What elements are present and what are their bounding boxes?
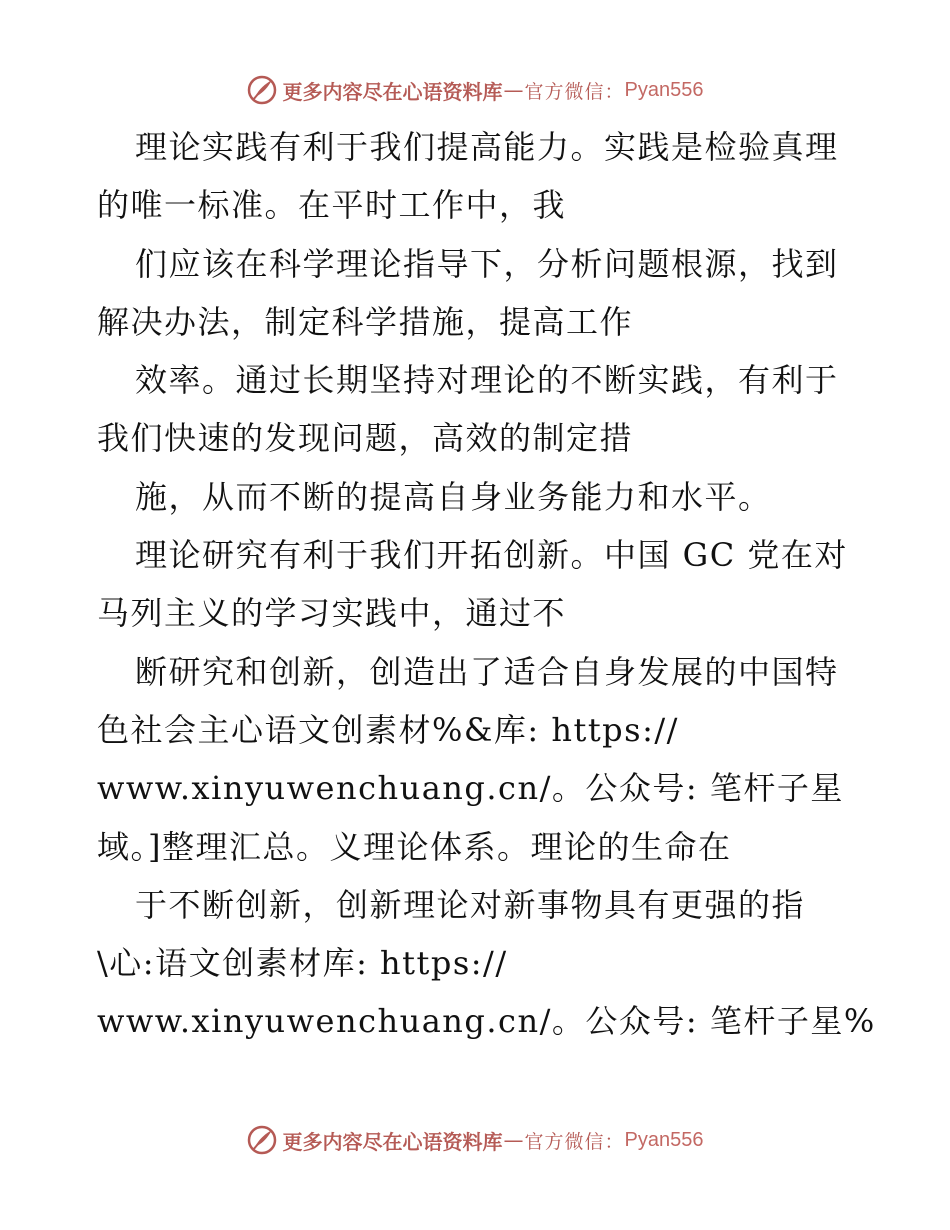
text-line: 解决办法，制定科学措施，提高工作 xyxy=(97,302,634,341)
banner-dash: — xyxy=(503,1128,524,1152)
text-line: www.xinyuwenchuang.cn/。公众号: 笔杆子星% xyxy=(97,1002,876,1041)
text-line: 域。]整理汇总。义理论体系。理论的生命在 xyxy=(97,827,732,866)
text-line: 理论研究有利于我们开拓创新。中国 GC 党在对 xyxy=(135,536,848,575)
text-line: 马列主义的学习实践中，通过不 xyxy=(97,594,567,633)
text-line: 理论实践有利于我们提高能力。实践是检验真理 xyxy=(135,128,839,166)
text-line: 的唯一标准。在平时工作中，我 xyxy=(97,186,567,225)
footer-banner xyxy=(0,1120,950,1160)
text-line: 断研究和创新，创造出了适合自身发展的中国特 xyxy=(135,652,839,691)
banner-title: 更多内容尽在心语资料库 xyxy=(282,1129,503,1154)
text-line: 施，从而不断的提高自身业务能力和水平。 xyxy=(135,477,772,516)
text-line: 色社会主心语文创素材%&库: https:// xyxy=(97,710,679,749)
banner-wechat-id: Pyan556 xyxy=(624,1128,704,1151)
text-line: \心:语文创素材库: https:// xyxy=(97,944,508,983)
feather-pen-logo-icon xyxy=(247,75,277,105)
banner-wechat-label: 官方微信： xyxy=(524,1130,625,1153)
text-line: 于不断创新，创新理论对新事物具有更强的指 xyxy=(135,885,806,924)
banner-wechat-label: 官方微信： xyxy=(524,80,625,103)
text-line: 们应该在科学理论指导下，分析问题根源，找到 xyxy=(135,244,839,283)
feather-pen-logo-icon xyxy=(247,1125,277,1155)
document-body xyxy=(97,118,876,1051)
header-banner xyxy=(0,70,950,110)
banner-wechat-id: Pyan556 xyxy=(624,78,704,101)
text-line: 我们快速的发现问题，高效的制定措 xyxy=(97,419,634,458)
text-line: 效率。通过长期坚持对理论的不断实践，有利于 xyxy=(135,361,839,400)
banner-dash: — xyxy=(503,78,524,102)
banner-title: 更多内容尽在心语资料库 xyxy=(282,79,503,104)
text-line: www.xinyuwenchuang.cn/。公众号: 笔杆子星 xyxy=(97,769,844,808)
